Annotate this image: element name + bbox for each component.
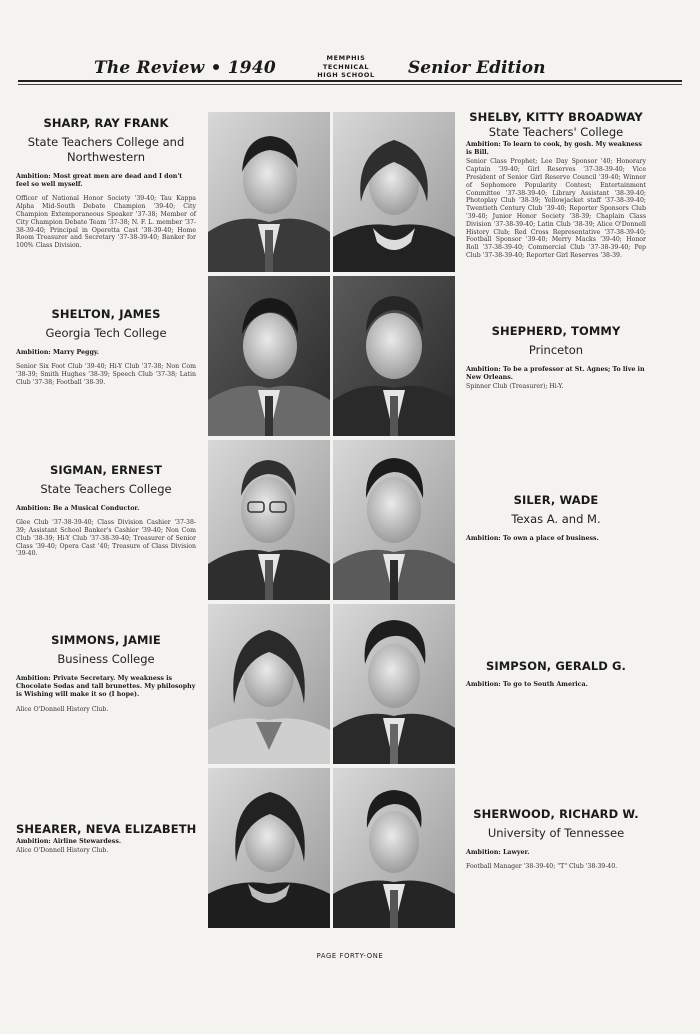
portrait-photo-sherwood bbox=[333, 768, 455, 928]
student-college: Business College bbox=[57, 652, 155, 666]
portrait-photo-siler bbox=[333, 440, 455, 600]
student-name: SHERWOOD, RICHARD W. bbox=[473, 807, 639, 821]
publication-title: The Review • 1940 bbox=[94, 58, 276, 78]
student-activities: Alice O'Donnell History Club. bbox=[16, 847, 109, 855]
student-college: State Teachers College bbox=[40, 482, 172, 496]
student-ambition: Ambition: Most great men are dead and I don't feel so well myself. bbox=[16, 173, 183, 189]
student-ambition: Ambition: To be a professor at St. Agnes; To live in New Orleans. bbox=[466, 366, 645, 382]
student-activities: Glee Club '37-38-39-40; Class Division Cashier '37-38-39; Assistant School Banker's Cashier '39-40; Non Com Club '38-39; Hi-Y Club '37-38-39-40; Treasurer of Senior Class '39-40; Opera Cast '40; Treasure of Class Division '39-40. bbox=[16, 519, 196, 558]
student-name: SHEARER, NEVA ELIZABETH bbox=[16, 822, 197, 836]
portrait-photo-shelby bbox=[333, 112, 455, 272]
entry-siler bbox=[466, 493, 646, 543]
edition-title: Senior Edition bbox=[408, 58, 546, 78]
student-college: Texas A. and M. bbox=[511, 512, 601, 526]
student-name: SILER, WADE bbox=[513, 493, 599, 507]
header-rule bbox=[18, 80, 682, 82]
student-ambition: Ambition: Marry Peggy. bbox=[16, 349, 99, 356]
student-name: SHEPHERD, TOMMY bbox=[491, 324, 621, 338]
portrait-photo-simmons bbox=[208, 604, 330, 764]
entry-shearer bbox=[16, 822, 196, 855]
entry-shelby bbox=[466, 110, 646, 260]
student-name: SHELTON, JAMES bbox=[51, 307, 161, 321]
page-number: PAGE FORTY-ONE bbox=[316, 952, 384, 960]
student-name: SHELBY, KITTY BROADWAY bbox=[469, 110, 643, 124]
page-header bbox=[18, 52, 682, 82]
entry-simpson bbox=[466, 659, 646, 689]
student-ambition: Ambition: To go to South America. bbox=[466, 681, 588, 688]
student-activities: Senior Class Prophet; Lee Day Sponsor '40; Honorary Captain '39-40; Girl Reserves '37-38-39-40; Vice President of Senior Girl Reserve Council '39-40; Winner of Sophomore Popularity Contest; Entertainment Committee '37-38-39-40; Library Assistant '38-39-40; Photoplay Club '38-39; Yellowjacket staff '37-38-39-40; Twentieth Century Club '39-40; Reporter Sponsors Club '39-40; Junior Honor Society '38-39; Chaplain Class Division '37-38-39-40; Latin Club '38-39; Alice O'Donnell History Club; Red Cross Representative '37-38-39-40; Football Sponsor '39-40; Merry Macks '39-40; Honor Roll '37-38-39-40; Commercial Club '37-38-39-40; Pep Club '37-38-39-40; Reporter Girl Reserves '38-39. bbox=[466, 158, 646, 259]
portrait-photo-shepherd bbox=[333, 276, 455, 436]
student-name: SHARP, RAY FRANK bbox=[43, 116, 169, 130]
student-ambition: Ambition: Lawyer. bbox=[466, 849, 530, 856]
entry-shepherd bbox=[466, 324, 646, 391]
student-name: SIMPSON, GERALD G. bbox=[485, 659, 627, 673]
school-name-line-2: TECHNICAL bbox=[322, 62, 370, 71]
student-activities: Officer of National Honor Society '39-40; Tau Kappa Alpha Mid-South Debate Champion '39-40; City Champion Extemporaneous Speaker '37-38; Member of City Champion Debate Team '37-38; N. F. L. member '37-38-39-40; Principal in Operetta Cast '38-39-40; Home Room Treasurer and Secretary '37-38-39-40; Banker for 100% Class Division. bbox=[16, 195, 196, 250]
entry-sharp bbox=[16, 116, 196, 250]
student-college: University of Tennessee bbox=[487, 826, 625, 840]
student-ambition: Ambition: Airline Stewardess. bbox=[16, 838, 122, 845]
student-college: Georgia Tech College bbox=[45, 326, 167, 340]
school-name-line-3: HIGH SCHOOL bbox=[317, 71, 375, 79]
student-college: State Teachers College and Northwestern bbox=[27, 135, 185, 164]
student-name: SIMMONS, JAMIE bbox=[51, 633, 161, 647]
student-ambition: Ambition: Be a Musical Conductor. bbox=[16, 505, 140, 512]
student-activities: Spinner Club (Treasurer); Hi-Y. bbox=[466, 383, 564, 391]
portrait-photo-sigman bbox=[208, 440, 330, 600]
student-ambition: Ambition: Private Secretary. My weakness is Chocolate Sodas and tall brunettes. My philosophy is Wishing will make it so (I hope). bbox=[16, 675, 196, 699]
student-activities: Alice O'Donnell History Club. bbox=[16, 705, 109, 713]
school-name-line-1: MEMPHIS bbox=[326, 54, 366, 62]
portrait-photo-sharp bbox=[208, 112, 330, 272]
student-ambition: Ambition: To learn to cook, by gosh. My weakness is Bill. bbox=[466, 141, 642, 157]
student-name: SIGMAN, ERNEST bbox=[49, 463, 163, 477]
school-name bbox=[296, 54, 396, 80]
student-college: Princeton bbox=[528, 343, 584, 357]
portrait-photo-shelton bbox=[208, 276, 330, 436]
student-activities: Senior Six Foot Club '39-40; Hi-Y Club '37-38; Non Com '38-39; Smith Hughes '38-39; Speech Club '37-38; Latin Club '37-38; Football '38-39. bbox=[16, 363, 196, 386]
header-rule-thin bbox=[18, 84, 682, 85]
entry-sherwood bbox=[466, 807, 646, 871]
student-activities: Football Manager '38-39-40; "T" Club '38-39-40. bbox=[466, 863, 618, 871]
entry-shelton bbox=[16, 307, 196, 387]
portrait-photo-simpson bbox=[333, 604, 455, 764]
portrait-photo-shearer bbox=[208, 768, 330, 928]
student-college: State Teachers' College bbox=[488, 125, 624, 139]
entry-sigman bbox=[16, 463, 196, 558]
student-ambition: Ambition: To own a place of business. bbox=[466, 535, 599, 542]
entry-simmons bbox=[16, 633, 196, 713]
